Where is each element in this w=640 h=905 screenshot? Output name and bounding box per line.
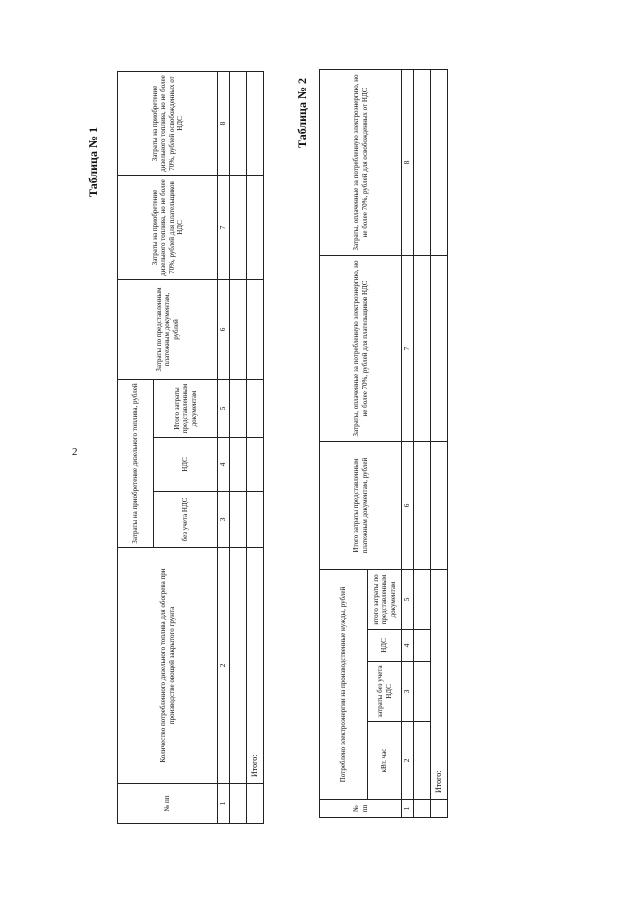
table-cell (229, 280, 246, 380)
table-cell (246, 492, 263, 548)
table-cell (229, 72, 246, 176)
table-cell (229, 176, 246, 280)
table2-index-cell: 1 (402, 800, 414, 818)
table1-header-fuel-qty: Количество потребленного дизельного топлива для обогрева при производстве овощей закрытого грунта (118, 548, 218, 784)
table-cell (413, 256, 430, 442)
table-cell (246, 438, 263, 492)
table-cell (430, 800, 447, 818)
table1-index-cell: 1 (218, 784, 230, 824)
table2-index-row (402, 70, 414, 818)
table2-title: Таблица № 2 (295, 77, 309, 148)
table1-header-num: № пп (118, 784, 218, 824)
table-cell (430, 256, 447, 442)
table1-index-cell: 8 (218, 72, 230, 176)
table1 (117, 72, 264, 824)
table2-index-cell: 3 (402, 662, 414, 722)
table1-total-row (246, 72, 263, 824)
table2-header-total-docs: итого затраты по представленным документам (368, 570, 402, 630)
table2-index-cell: 8 (402, 70, 414, 256)
table2-index-cell: 4 (402, 630, 414, 662)
table2-empty-row (413, 70, 430, 818)
table2 (319, 70, 448, 818)
table-cell (229, 492, 246, 548)
table2-header-payers-costs: Затраты, оплаченные за потребленную электроэнергию, но не более 70%, рублей для плательщиков НДС (320, 256, 402, 442)
table1-total-label: Итого: (246, 548, 263, 784)
table1-header-fuel-costs: Затраты на приобретение дизельного топлива, рублей (118, 380, 154, 548)
table2-header-excl-vat: затраты без учета НДС (368, 662, 402, 722)
table1-index-cell: 6 (218, 280, 230, 380)
table2-header-consumed: Потреблено электроэнергии на производственные нужды, рублей (320, 570, 368, 800)
table-cell (246, 380, 263, 438)
table2-header-num: № пп (320, 800, 402, 818)
table1-index-cell: 2 (218, 548, 230, 784)
table-cell (413, 570, 430, 630)
table2-header-kwh: кВт. час (368, 722, 402, 800)
table1-header-total-docs: Итого затраты представленным документам (154, 380, 218, 438)
table-cell (413, 630, 430, 662)
table2-header-exempt-costs: Затраты, оплаченные за потребленную электроэнергию, но не более 70%, рублей для освобожденных от НДС (320, 70, 402, 256)
table2-total-row (430, 70, 447, 818)
table-cell (413, 442, 430, 570)
table1-index-row (218, 72, 230, 824)
table1-index-cell: 7 (218, 176, 230, 280)
table1-index-cell: 5 (218, 380, 230, 438)
table-cell (229, 548, 246, 784)
table2-index-cell: 6 (402, 442, 414, 570)
table1-header-vat: НДС (154, 438, 218, 492)
table2-index-cell: 5 (402, 570, 414, 630)
table2-header-total-paid: Итого затраты представленным платежным документам, рублей (320, 442, 402, 570)
table2-header-vat: НДС (368, 630, 402, 662)
table1-header-excl-vat: без учета НДС (154, 492, 218, 548)
table-cell (413, 662, 430, 722)
table-cell (430, 442, 447, 570)
table1-empty-row (229, 72, 246, 824)
table1-title: Таблица № 1 (86, 126, 100, 197)
table-cell (413, 70, 430, 256)
table-cell (413, 800, 430, 818)
table2-index-cell: 2 (402, 722, 414, 800)
table1-index-cell: 3 (218, 492, 230, 548)
table1-header-docs-costs: Затраты по представленным платежным документам, рублей (118, 280, 218, 380)
table-cell (246, 176, 263, 280)
table-cell (413, 722, 430, 800)
page-number: 2 (72, 446, 78, 458)
table1-index-cell: 4 (218, 438, 230, 492)
table2-index-cell: 7 (402, 256, 414, 442)
table-cell (246, 280, 263, 380)
table-cell (229, 380, 246, 438)
table-cell (246, 72, 263, 176)
table1-header-exempt-costs: Затраты на приобретение дизельного топлива, но не более 70%, рублей освобожденных от НДС (118, 72, 218, 176)
table-cell (229, 438, 246, 492)
table1-header-payers-costs: Затраты на приобретение дизельного топлива, но не более 70%, рублей для плательщиков НДС (118, 176, 218, 280)
table-cell (430, 70, 447, 256)
table-cell (246, 784, 263, 824)
table2-total-label: Итого: (430, 570, 447, 800)
table-cell (229, 784, 246, 824)
